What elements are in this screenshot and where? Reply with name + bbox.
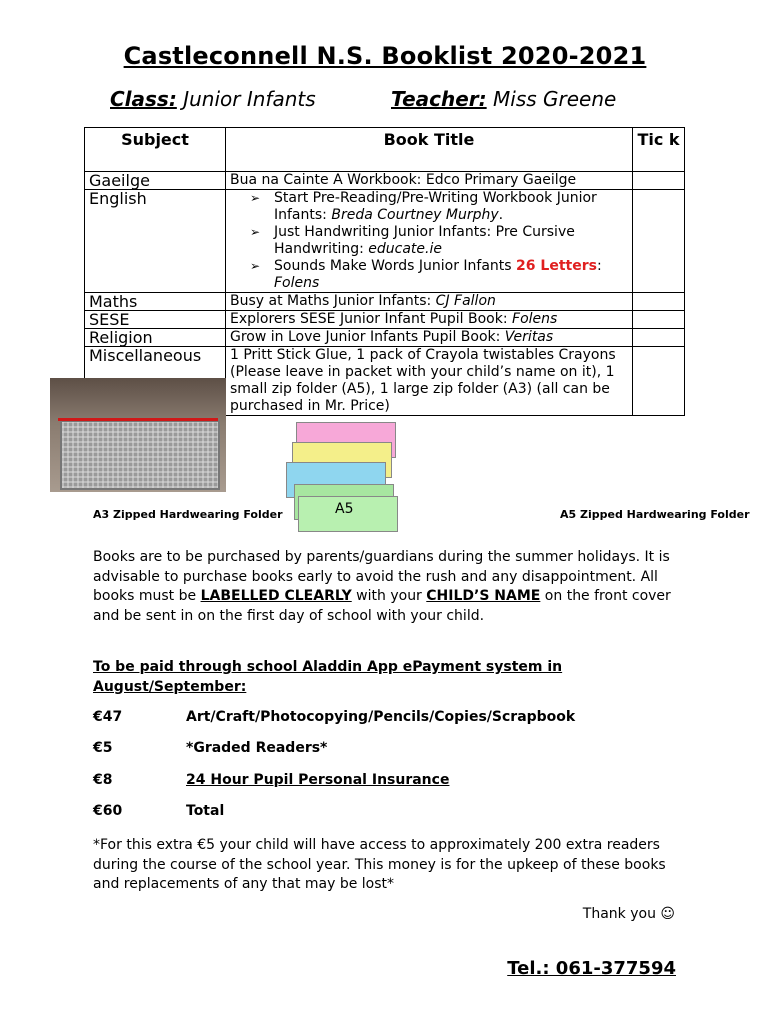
subject-cell: SESE [85, 311, 226, 329]
tick-box[interactable] [633, 172, 685, 190]
english-book-list [230, 190, 628, 292]
subject-cell: English [85, 190, 226, 293]
fee-row: €60 Total [93, 803, 225, 819]
list-item: ➢ Just Handwriting Junior Infants: Pre Cursive Handwriting: educate.ie [250, 224, 628, 258]
table-row [85, 311, 685, 329]
thanks-text: Thank you ☺ [582, 906, 675, 922]
telephone: Tel.: 061-377594 [507, 958, 676, 979]
subject-cell: Gaeilge [85, 172, 226, 190]
teacher-value: Miss Greene [493, 87, 617, 111]
instructions-paragraph: Books are to be purchased by parents/guardians during the summer holidays. It is advisable to purchase books early to avoid the rush and any disappointment. All books must be LABELLED CLEARLY with your CHILD’S NAME on the front cover and be sent in on the first day of school with your child. [93, 549, 671, 624]
subject-cell: Miscellaneous [85, 347, 226, 416]
subject-cell: Maths [85, 293, 226, 311]
tick-box[interactable] [633, 190, 685, 293]
book-cell: Busy at Maths Junior Infants: CJ Fallon [226, 293, 633, 311]
teacher-line [391, 87, 616, 111]
book-cell [226, 190, 633, 293]
book-cell: Bua na Cainte A Workbook: Edco Primary Gaeilge [226, 172, 633, 190]
table-row [85, 329, 685, 347]
fee-row: €5 *Graded Readers* [93, 740, 328, 756]
booklist-table [84, 127, 685, 416]
tick-box[interactable] [633, 311, 685, 329]
book-cell: Explorers SESE Junior Infant Pupil Book: Folens [226, 311, 633, 329]
list-item: ➢ Sounds Make Words Junior Infants 26 Letters: Folens [250, 258, 628, 292]
a5-tag: A5 [335, 501, 354, 517]
tick-box[interactable] [633, 347, 685, 416]
header-subject: Subject [85, 128, 226, 172]
header-book-title: Book Title [226, 128, 633, 172]
tick-box[interactable] [633, 293, 685, 311]
list-item: ➢ Start Pre-Reading/Pre-Writing Workbook Junior Infants: Breda Courtney Murphy. [250, 190, 628, 224]
book-cell: Grow in Love Junior Infants Pupil Book: Veritas [226, 329, 633, 347]
class-value: Junior Infants [183, 87, 316, 111]
table-row [85, 172, 685, 190]
class-line [110, 87, 316, 111]
table-row [85, 293, 685, 311]
table-header-row [85, 128, 685, 172]
header-tick: Tic k [633, 128, 685, 172]
subject-cell: Religion [85, 329, 226, 347]
page-title: Castleconnell N.S. Booklist 2020-2021 [123, 42, 647, 70]
fee-row: €8 24 Hour Pupil Personal Insurance [93, 772, 450, 788]
payment-heading: To be paid through school Aladdin App ePayment system in August/September: [93, 659, 563, 695]
a5-caption: A5 Zipped Hardwearing Folder [560, 508, 750, 521]
fee-row: €47 Art/Craft/Photocopying/Pencils/Copies/Scrapbook [93, 709, 576, 725]
teacher-label: Teacher: [391, 87, 487, 111]
a3-folder-photo [50, 378, 226, 492]
green-folder-front-icon [298, 496, 398, 532]
footnote: *For this extra €5 your child will have access to approximately 200 extra readers during the course of the school year. This money is for the upkeep of these books and replacements of any that may be lost* [93, 837, 666, 892]
a3-folder-bag [60, 420, 220, 490]
tick-box[interactable] [633, 329, 685, 347]
a3-caption: A3 Zipped Hardwearing Folder [93, 508, 283, 521]
book-cell: 1 Pritt Stick Glue, 1 pack of Crayola twistables Crayons (Please leave in packet with your child’s name on it), 1 small zip folder (A5), 1 large zip folder (A3) (all can be purchased in Mr. Price) [226, 347, 633, 416]
zipper-icon [58, 418, 218, 421]
table-row [85, 190, 685, 293]
class-label: Class: [110, 87, 177, 111]
